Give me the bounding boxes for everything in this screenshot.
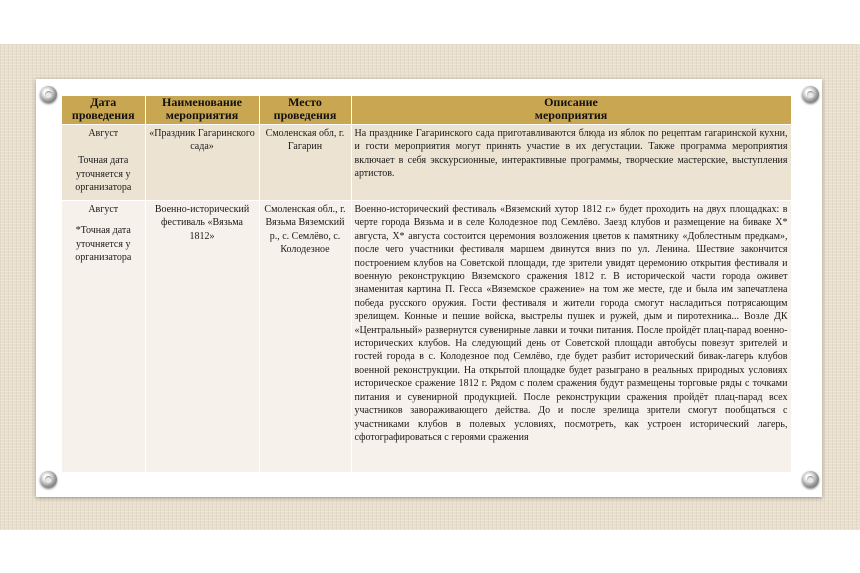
- events-table: [62, 96, 792, 472]
- header-desc-line2: мероприятия: [534, 108, 608, 122]
- header-name-line2: мероприятия: [165, 108, 239, 122]
- cell-place: Смоленская обл, г. Гагарин: [259, 125, 351, 201]
- table-row: [62, 201, 791, 473]
- cell-place: Смоленская обл., г. Вязьма Вяземский р., с. Семлёво, с. Колодезное: [259, 201, 351, 473]
- cell-description: Военно-исторический фестиваль «Вяземский хутор 1812 г.» будет проходить на двух площадках: в черте города Вязьма и в селе Колодезное под Семлёво. Заезд клубов и размещение на биваке Х* августа, Х* августа состоится церемония возложения цветов к памятнику «Доблестным предкам», после чего участники фестиваля маршем двинутся вниз по ул. Ленина. Шествие закончится построением клубов на Советской площади, где зрители увидят церемонию открытия фестиваля и военную реконструкцию Вяземского сражения 1812 г. В исторической части города оживет знаменитая картина П. Гесса «Вяземское сражение» на том же месте, где и была им запечатлена победа русского оружия. Гости фестиваля и жители города смогут насладиться потрясающим зрелищем. Конные и пешие войска, выстрелы пушек и ружей, дым и пиротехника... Возле ДК «Центральный» развернутся сувенирные лавки и точки питания. После пройдёт плац-парад военно-исторических клубов. На следующий день от Советской площади автобусы повезут зрителей и гостей города в с. Колодезное под Семлёво, где будет разбит исторический бивак-лагерь клубов военной реконструкции. На открытой площадке будет разыграно в реальных природных условиях историческое сражение 1812 г. Рядом с полем сражения будут размещены торговые ряды с точками питания и сувенирной продукцией. После реконструкции сражения пройдёт плац-парад всех участников завораживающего действа. До и после зрелища зрители смогут пообщаться с участниками клубов в полевых условиях, посмотреть, как устроен исторический лагерь, сфотографироваться с героями сражения: [351, 201, 791, 473]
- header-date-line2: проведения: [71, 108, 135, 122]
- date-main: Август: [88, 128, 119, 139]
- pin-top-left-icon: [40, 86, 57, 103]
- header-desc-line1: Описание: [544, 95, 598, 109]
- header-place-line1: Место: [288, 95, 322, 109]
- header-date: [62, 96, 145, 125]
- header-place: [259, 96, 351, 125]
- table-row: [62, 125, 791, 201]
- cell-event-name: Военно-исторический фестиваль «Вязьма 1812»: [145, 201, 259, 473]
- cell-date: [62, 125, 145, 201]
- header-name-line1: Наименование: [162, 95, 242, 109]
- cell-event-name: «Праздник Гагаринского сада»: [145, 125, 259, 201]
- header-description: [351, 96, 791, 125]
- date-note: Точная дата уточняется у организатора: [75, 155, 132, 194]
- cell-date: [62, 201, 145, 473]
- header-place-line2: проведения: [273, 108, 337, 122]
- table-header-row: [62, 96, 791, 125]
- date-main: Август: [88, 204, 119, 215]
- pin-bottom-left-icon: [40, 471, 57, 488]
- date-note: *Точная дата уточняется у организатора: [75, 225, 132, 264]
- header-name: [145, 96, 259, 125]
- pin-top-right-icon: [802, 86, 819, 103]
- header-date-line1: Дата: [90, 95, 117, 109]
- pin-bottom-right-icon: [802, 471, 819, 488]
- cell-description: На празднике Гагаринского сада приготавливаются блюда из яблок по рецептам гагаринской кухни, и гости мероприятия могут принять участие в их дегустации. Также программа мероприятия включает в себя экскурсионные, интерактивные программы, творческие мастерские, выступления артистов.: [351, 125, 791, 201]
